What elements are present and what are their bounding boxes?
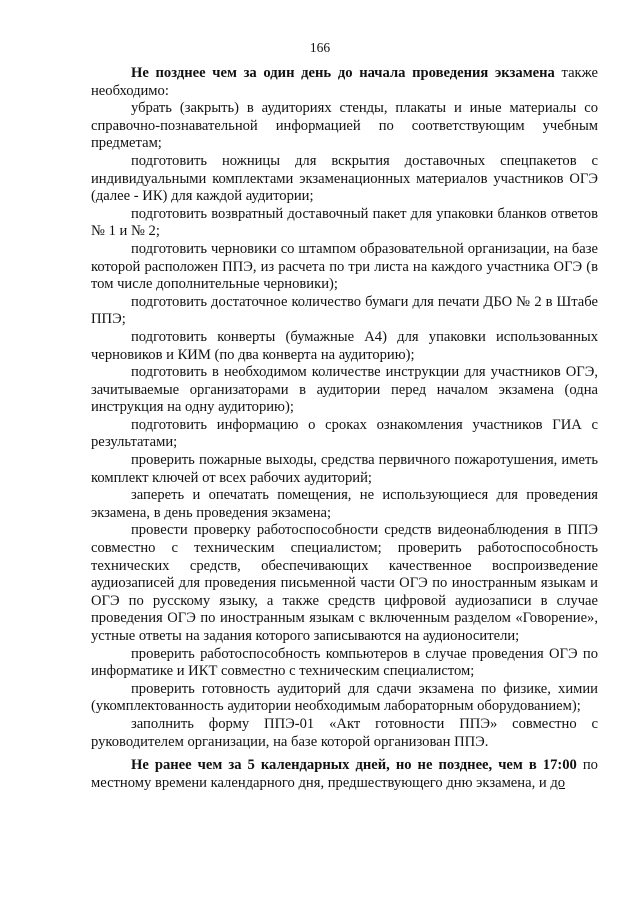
intro-text: также необходимо:	[91, 65, 598, 99]
list-item: проверить пожарные выходы, средства первичного пожаротушения, иметь комплект ключей от всех рабочих аудиторий;	[91, 452, 598, 486]
intro-paragraph	[91, 65, 598, 100]
list-item: проверить работоспособность компьютеров в случае проведения ОГЭ по информатике и ИКТ совместно с техническим специалистом;	[91, 645, 598, 680]
list-item: заполнить форму ППЭ-01 «Акт готовности ППЭ» совместно с руководителем организации, на базе которой организован ППЭ.	[91, 715, 598, 750]
list-item: проверить готовность аудиторий для сдачи экзамена по физике, химии (укомплектованность аудитории необходимым лабораторным оборудованием);	[91, 680, 598, 715]
list-item: подготовить конверты (бумажные А4) для упаковки использованных черновиков и КИМ (по два конверта на аудиторию);	[91, 328, 598, 363]
closing-text: по местному времени календарного дня, предшествующего дню экзамена, и	[91, 757, 598, 791]
page-number: 166	[309, 40, 331, 55]
list-item: провести проверку работоспособности средств видеонаблюдения в ППЭ совместно с техническим специалистом; проверить работоспособность технических средств, обеспечивающих качественное воспроизведение аудиозаписей для проведения письменной части ОГЭ по иностранным языкам и ОГЭ по русскому языку, а также средств цифровой аудиозаписи в случае проведения ОГЭ по иностранным языкам с включенным разделом «Говорение», устные ответы на задания которого записываются на аудионосители;	[91, 522, 598, 644]
list-item: убрать (закрыть) в аудиториях стенды, плакаты и иные материалы со справочно-познавательной информацией по соответствующим учебным предметам;	[91, 100, 598, 152]
closing-underlined-text: до	[550, 774, 566, 791]
list-item: подготовить возвратный доставочный пакет для упаковки бланков ответов № 1 и № 2;	[91, 205, 598, 240]
list-item: подготовить ножницы для вскрытия доставочных спецпакетов с индивидуальными комплектами экзаменационных материалов участников ОГЭ (далее - ИК) для каждой аудитории;	[91, 152, 598, 205]
list-item: подготовить информацию о сроках ознакомления участников ГИА с результатами;	[91, 416, 598, 451]
closing-paragraph	[91, 757, 598, 792]
document-body	[91, 65, 598, 792]
intro-bold-text: Не позднее чем за один день до начала проведения экзамена	[131, 65, 555, 81]
list-item: подготовить черновики со штампом образовательной организации, на базе которой расположен ППЭ, из расчета по три листа на каждого участника ОГЭ (в том числе дополнительные черновики);	[91, 240, 598, 293]
closing-bold-text: Не ранее чем за 5 календарных дней, но не позднее, чем в 17:00	[131, 757, 577, 774]
list-item: подготовить достаточное количество бумаги для печати ДБО № 2 в Штабе ППЭ;	[91, 293, 598, 328]
list-item: подготовить в необходимом количестве инструкции для участников ОГЭ, зачитываемые организаторами в аудитории перед началом экзамена (одна инструкция на одну аудиторию);	[91, 364, 598, 416]
list-item: запереть и опечатать помещения, не использующиеся для проведения экзамена, в день проведения экзамена;	[91, 487, 598, 521]
